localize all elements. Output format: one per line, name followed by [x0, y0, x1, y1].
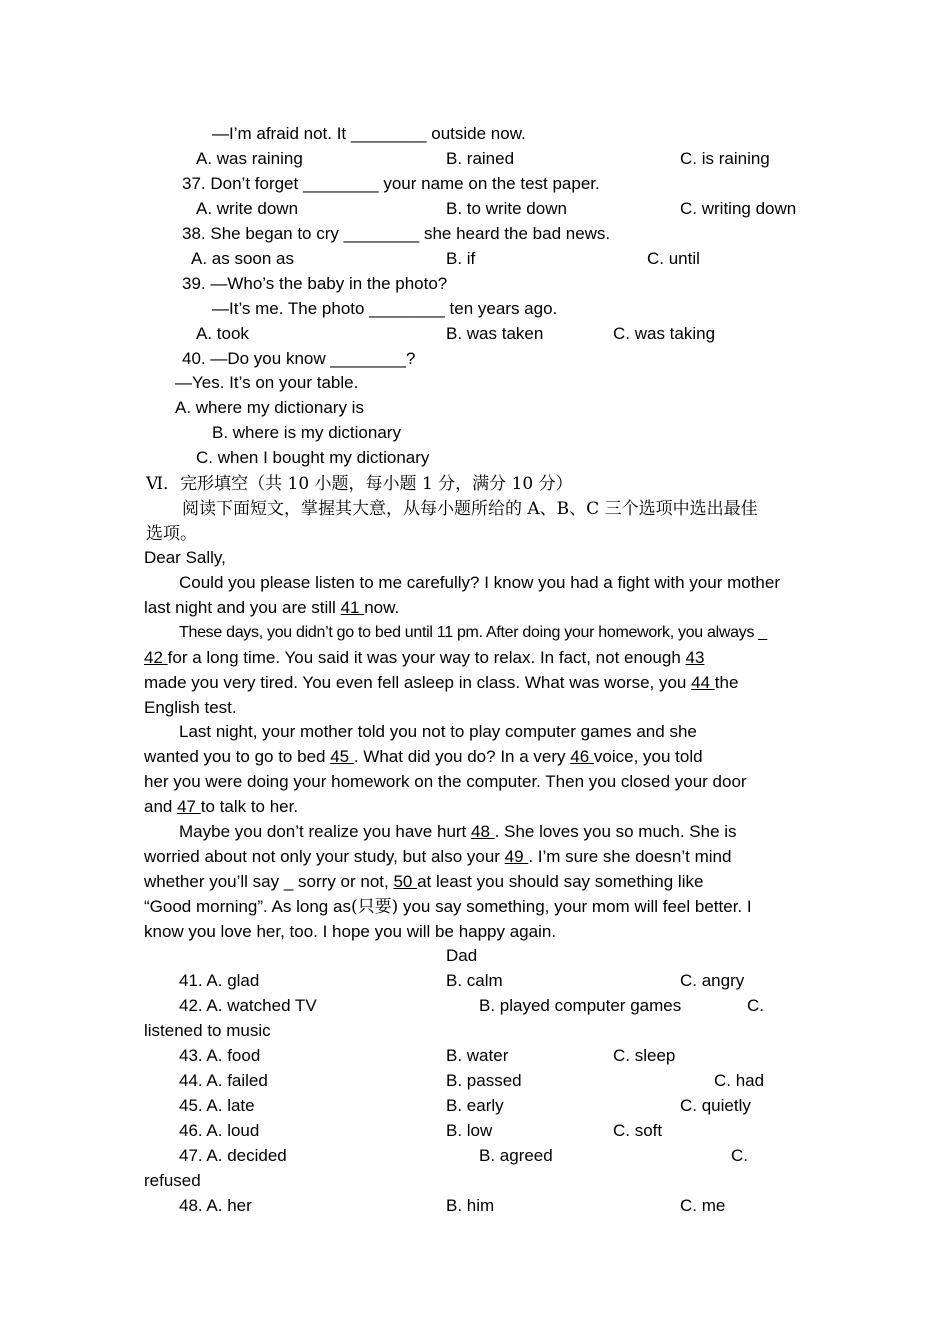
q48-option-b: B. him [446, 1196, 495, 1215]
q40-option-b: B. where is my dictionary [212, 423, 401, 442]
letter-line: Maybe you don’t realize you have hurt 48 . She loves you so much. She is [179, 822, 737, 841]
q39-option-c: C. was taking [613, 324, 716, 343]
letter-line: “Good morning”. As long as(只要) you say something, your mom will feel better. I [144, 897, 752, 917]
letter-line: her you were doing your homework on the computer. Then you closed your door [144, 772, 747, 791]
letter-line: whether you’ll say _ sorry or not, 50 at least you should say something like [144, 872, 704, 891]
letter-line: worried about not only your study, but also your 49 . I’m sure she doesn’t mind [144, 847, 732, 866]
q37-option-b: B. to write down [446, 199, 567, 218]
q39-option-b: B. was taken [446, 324, 544, 343]
blank-43: 43 [685, 648, 705, 667]
section-instruction-line1: 阅读下面短文，掌握其大意，从每小题所给的 A、B、C 三个选项中选出最佳 [182, 499, 758, 519]
blank-42: 42 [144, 648, 168, 667]
q47-option-c: C. [731, 1146, 748, 1165]
q42-option-a: 42. A. watched TV [179, 996, 317, 1015]
letter-line: wanted you to go to bed 45 . What did you do? In a very 46 voice, you told [144, 747, 703, 766]
q46-option-a: 46. A. loud [179, 1121, 260, 1140]
q42-option-c-text: listened to music [144, 1021, 271, 1040]
letter-line: English test. [144, 698, 237, 717]
q44-option-c: C. had [714, 1071, 765, 1090]
q45-option-c: C. quietly [680, 1096, 751, 1115]
letter-line: know you love her, too. I hope you will be happy again. [144, 922, 557, 941]
letter-line: 42 for a long time. You said it was your way to relax. In fact, not enough 43 [144, 648, 705, 667]
q38-option-a: A. as soon as [191, 249, 295, 268]
letter-line: These days, you didn’t go to bed until 11 pm. After doing your homework, you always _ [179, 624, 767, 641]
blank-47: 47 [177, 797, 201, 816]
q48-option-a: 48. A. her [179, 1196, 252, 1215]
q36-option-b: B. rained [446, 149, 515, 168]
blank-44: 44 [691, 673, 715, 692]
q38-stem: 38. She began to cry ________ she heard the bad news. [182, 224, 611, 243]
letter-line: made you very tired. You even fell asleep in class. What was worse, you 44 the [144, 673, 739, 692]
q38-option-b: B. if [446, 249, 476, 268]
q45-option-b: B. early [446, 1096, 504, 1115]
q40-reply: —Yes. It’s on your table. [175, 373, 359, 392]
section-instruction-line2: 选项。 [146, 524, 197, 544]
q47-option-a: 47. A. decided [179, 1146, 287, 1165]
blank-45: 45 [330, 747, 354, 766]
q36-reply: —I’m afraid not. It ________ outside now. [212, 124, 526, 143]
letter-line: Last night, your mother told you not to play computer games and she [179, 722, 697, 741]
letter-greeting: Dear Sally, [144, 548, 226, 567]
blank-46: 46 [570, 747, 594, 766]
q45-option-a: 45. A. late [179, 1096, 255, 1115]
q43-option-b: B. water [446, 1046, 509, 1065]
letter-line: and 47 to talk to her. [144, 797, 299, 816]
q36-option-c: C. is raining [680, 149, 770, 168]
q48-option-c: C. me [680, 1196, 726, 1215]
q40-stem: 40. —Do you know ________? [182, 349, 416, 368]
q43-option-c: C. sleep [613, 1046, 676, 1065]
letter-line: last night and you are still 41 now. [144, 598, 400, 617]
q37-stem: 37. Don’t forget ________ your name on the test paper. [182, 174, 600, 193]
letter-line: Could you please listen to me carefully? I know you had a fight with your mother [179, 573, 780, 592]
q47-option-b: B. agreed [479, 1146, 553, 1165]
blank-49: 49 [504, 847, 529, 866]
q37-option-a: A. write down [196, 199, 299, 218]
q47-option-c-text: refused [144, 1171, 201, 1190]
q44-option-b: B. passed [446, 1071, 522, 1090]
blank-41: 41 [340, 598, 365, 617]
letter-signature: Dad [446, 946, 478, 965]
q40-option-c: C. when I bought my dictionary [196, 448, 430, 467]
blank-50: 50 [393, 872, 418, 891]
blank-48: 48 [471, 822, 495, 841]
q37-option-c: C. writing down [680, 199, 797, 218]
q41-option-b: B. calm [446, 971, 503, 990]
q43-option-a: 43. A. food [179, 1046, 261, 1065]
q42-option-b: B. played computer games [479, 996, 682, 1015]
section-title: Ⅵ．完形填空（共 10 小题，每小题 1 分，满分 10 分） [146, 474, 573, 494]
q36-option-a: A. was raining [196, 149, 303, 168]
q40-option-a: A. where my dictionary is [175, 398, 364, 417]
q44-option-a: 44. A. failed [179, 1071, 268, 1090]
q39-option-a: A. took [196, 324, 249, 343]
q38-option-c: C. until [647, 249, 700, 268]
q41-option-c: C. angry [680, 971, 745, 990]
q39-stem: 39. —Who’s the baby in the photo? [182, 274, 448, 293]
q46-option-b: B. low [446, 1121, 493, 1140]
q42-option-c: C. [747, 996, 764, 1015]
q46-option-c: C. soft [613, 1121, 663, 1140]
q39-reply: —It’s me. The photo ________ ten years ago. [212, 299, 558, 318]
q41-option-a: 41. A. glad [179, 971, 260, 990]
